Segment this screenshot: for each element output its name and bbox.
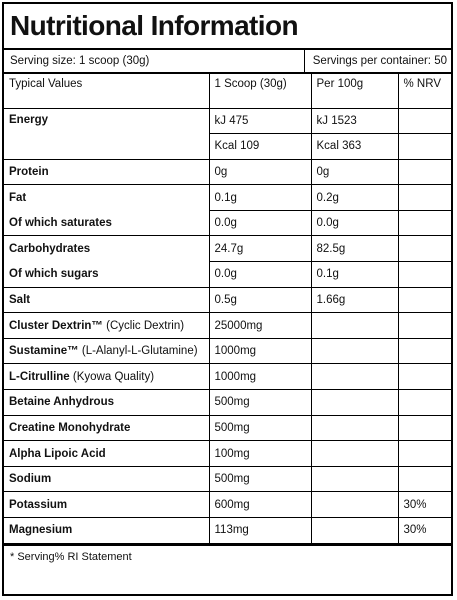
sodium-label: Sodium [4,466,209,492]
table-header-row [4,74,451,108]
sugars-label: Of which sugars [4,262,209,288]
fat-label: Fat [4,185,209,211]
ala-per100 [311,441,398,467]
energy-kcal-scoop: Kcal 109 [209,134,311,160]
table-row [4,338,451,364]
saturates-nrv [398,210,451,236]
betaine-label: Betaine Anhydrous [4,390,209,416]
dextrin-per100 [311,313,398,339]
creatine-nrv [398,415,451,441]
table-row [4,185,451,211]
fat-per100: 0.2g [311,185,398,211]
sustamine-nrv [398,338,451,364]
energy-kj-scoop: kJ 475 [209,108,311,134]
magnesium-scoop: 113mg [209,518,311,544]
energy-kcal-nrv [398,134,451,160]
serving-info [4,50,451,74]
magnesium-label: Magnesium [4,518,209,544]
sustamine-per100 [311,338,398,364]
sugars-scoop: 0.0g [209,262,311,288]
table-row [4,390,451,416]
salt-per100: 1.66g [311,287,398,313]
dextrin-sub: (Cyclic Dextrin) [102,319,185,332]
potassium-nrv: 30% [398,492,451,518]
creatine-label: Creatine Monohydrate [4,415,209,441]
sugars-per100: 0.1g [311,262,398,288]
header-typical-values: Typical Values [4,74,209,108]
betaine-scoop: 500mg [209,390,311,416]
table-row [4,210,451,236]
table-row [4,159,451,185]
creatine-per100 [311,415,398,441]
betaine-nrv [398,390,451,416]
citrulline-per100 [311,364,398,390]
table-row [4,313,451,339]
ala-nrv [398,441,451,467]
ala-label: Alpha Lipoic Acid [4,441,209,467]
carbs-label: Carbohydrates [4,236,209,262]
protein-scoop: 0g [209,159,311,185]
energy-kj-nrv [398,108,451,134]
protein-per100: 0g [311,159,398,185]
saturates-per100: 0.0g [311,210,398,236]
carbs-per100: 82.5g [311,236,398,262]
citrulline-scoop: 1000mg [209,364,311,390]
protein-label: Protein [4,159,209,185]
citrulline-name: L-Citrulline [9,370,70,383]
energy-label: Energy [4,108,209,159]
protein-nrv [398,159,451,185]
salt-scoop: 0.5g [209,287,311,313]
carbs-scoop: 24.7g [209,236,311,262]
salt-label: Salt [4,287,209,313]
sodium-scoop: 500mg [209,466,311,492]
magnesium-nrv: 30% [398,518,451,544]
energy-kj-per100: kJ 1523 [311,108,398,134]
header-nrv: % NRV [398,74,451,108]
panel-title: Nutritional Information [4,4,451,50]
table-row [4,415,451,441]
saturates-label: Of which saturates [4,210,209,236]
table-row [4,441,451,467]
magnesium-per100 [311,518,398,544]
fat-nrv [398,185,451,211]
dextrin-scoop: 25000mg [209,313,311,339]
dextrin-name: Cluster Dextrin™ [9,319,103,332]
citrulline-label [4,364,209,390]
table-row [4,236,451,262]
header-per-100g: Per 100g [311,74,398,108]
potassium-scoop: 600mg [209,492,311,518]
sustamine-name: Sustamine™ [9,345,79,358]
table-row [4,262,451,288]
dextrin-label [4,313,209,339]
saturates-scoop: 0.0g [209,210,311,236]
nutrition-panel [2,2,453,596]
table-row [4,287,451,313]
dextrin-nrv [398,313,451,339]
footer-note: * Serving% RI Statement [4,544,451,568]
sustamine-label [4,338,209,364]
carbs-nrv [398,236,451,262]
fat-scoop: 0.1g [209,185,311,211]
table-row [4,466,451,492]
header-scoop: 1 Scoop (30g) [209,74,311,108]
potassium-label: Potassium [4,492,209,518]
serving-size: Serving size: 1 scoop (30g) [10,55,150,67]
citrulline-nrv [398,364,451,390]
sustamine-sub: (L-Alanyl-L-Glutamine) [78,345,198,358]
salt-nrv [398,287,451,313]
table-row [4,518,451,544]
table-row [4,364,451,390]
betaine-per100 [311,390,398,416]
creatine-scoop: 500mg [209,415,311,441]
sodium-per100 [311,466,398,492]
energy-kcal-per100: Kcal 363 [311,134,398,160]
sugars-nrv [398,262,451,288]
table-row [4,108,451,134]
table-row [4,492,451,518]
ala-scoop: 100mg [209,441,311,467]
nutrition-table [4,74,451,544]
sodium-nrv [398,466,451,492]
potassium-per100 [311,492,398,518]
servings-per-container: Servings per container: 50 [304,50,447,72]
sustamine-scoop: 1000mg [209,338,311,364]
citrulline-sub: (Kyowa Quality) [69,370,155,383]
